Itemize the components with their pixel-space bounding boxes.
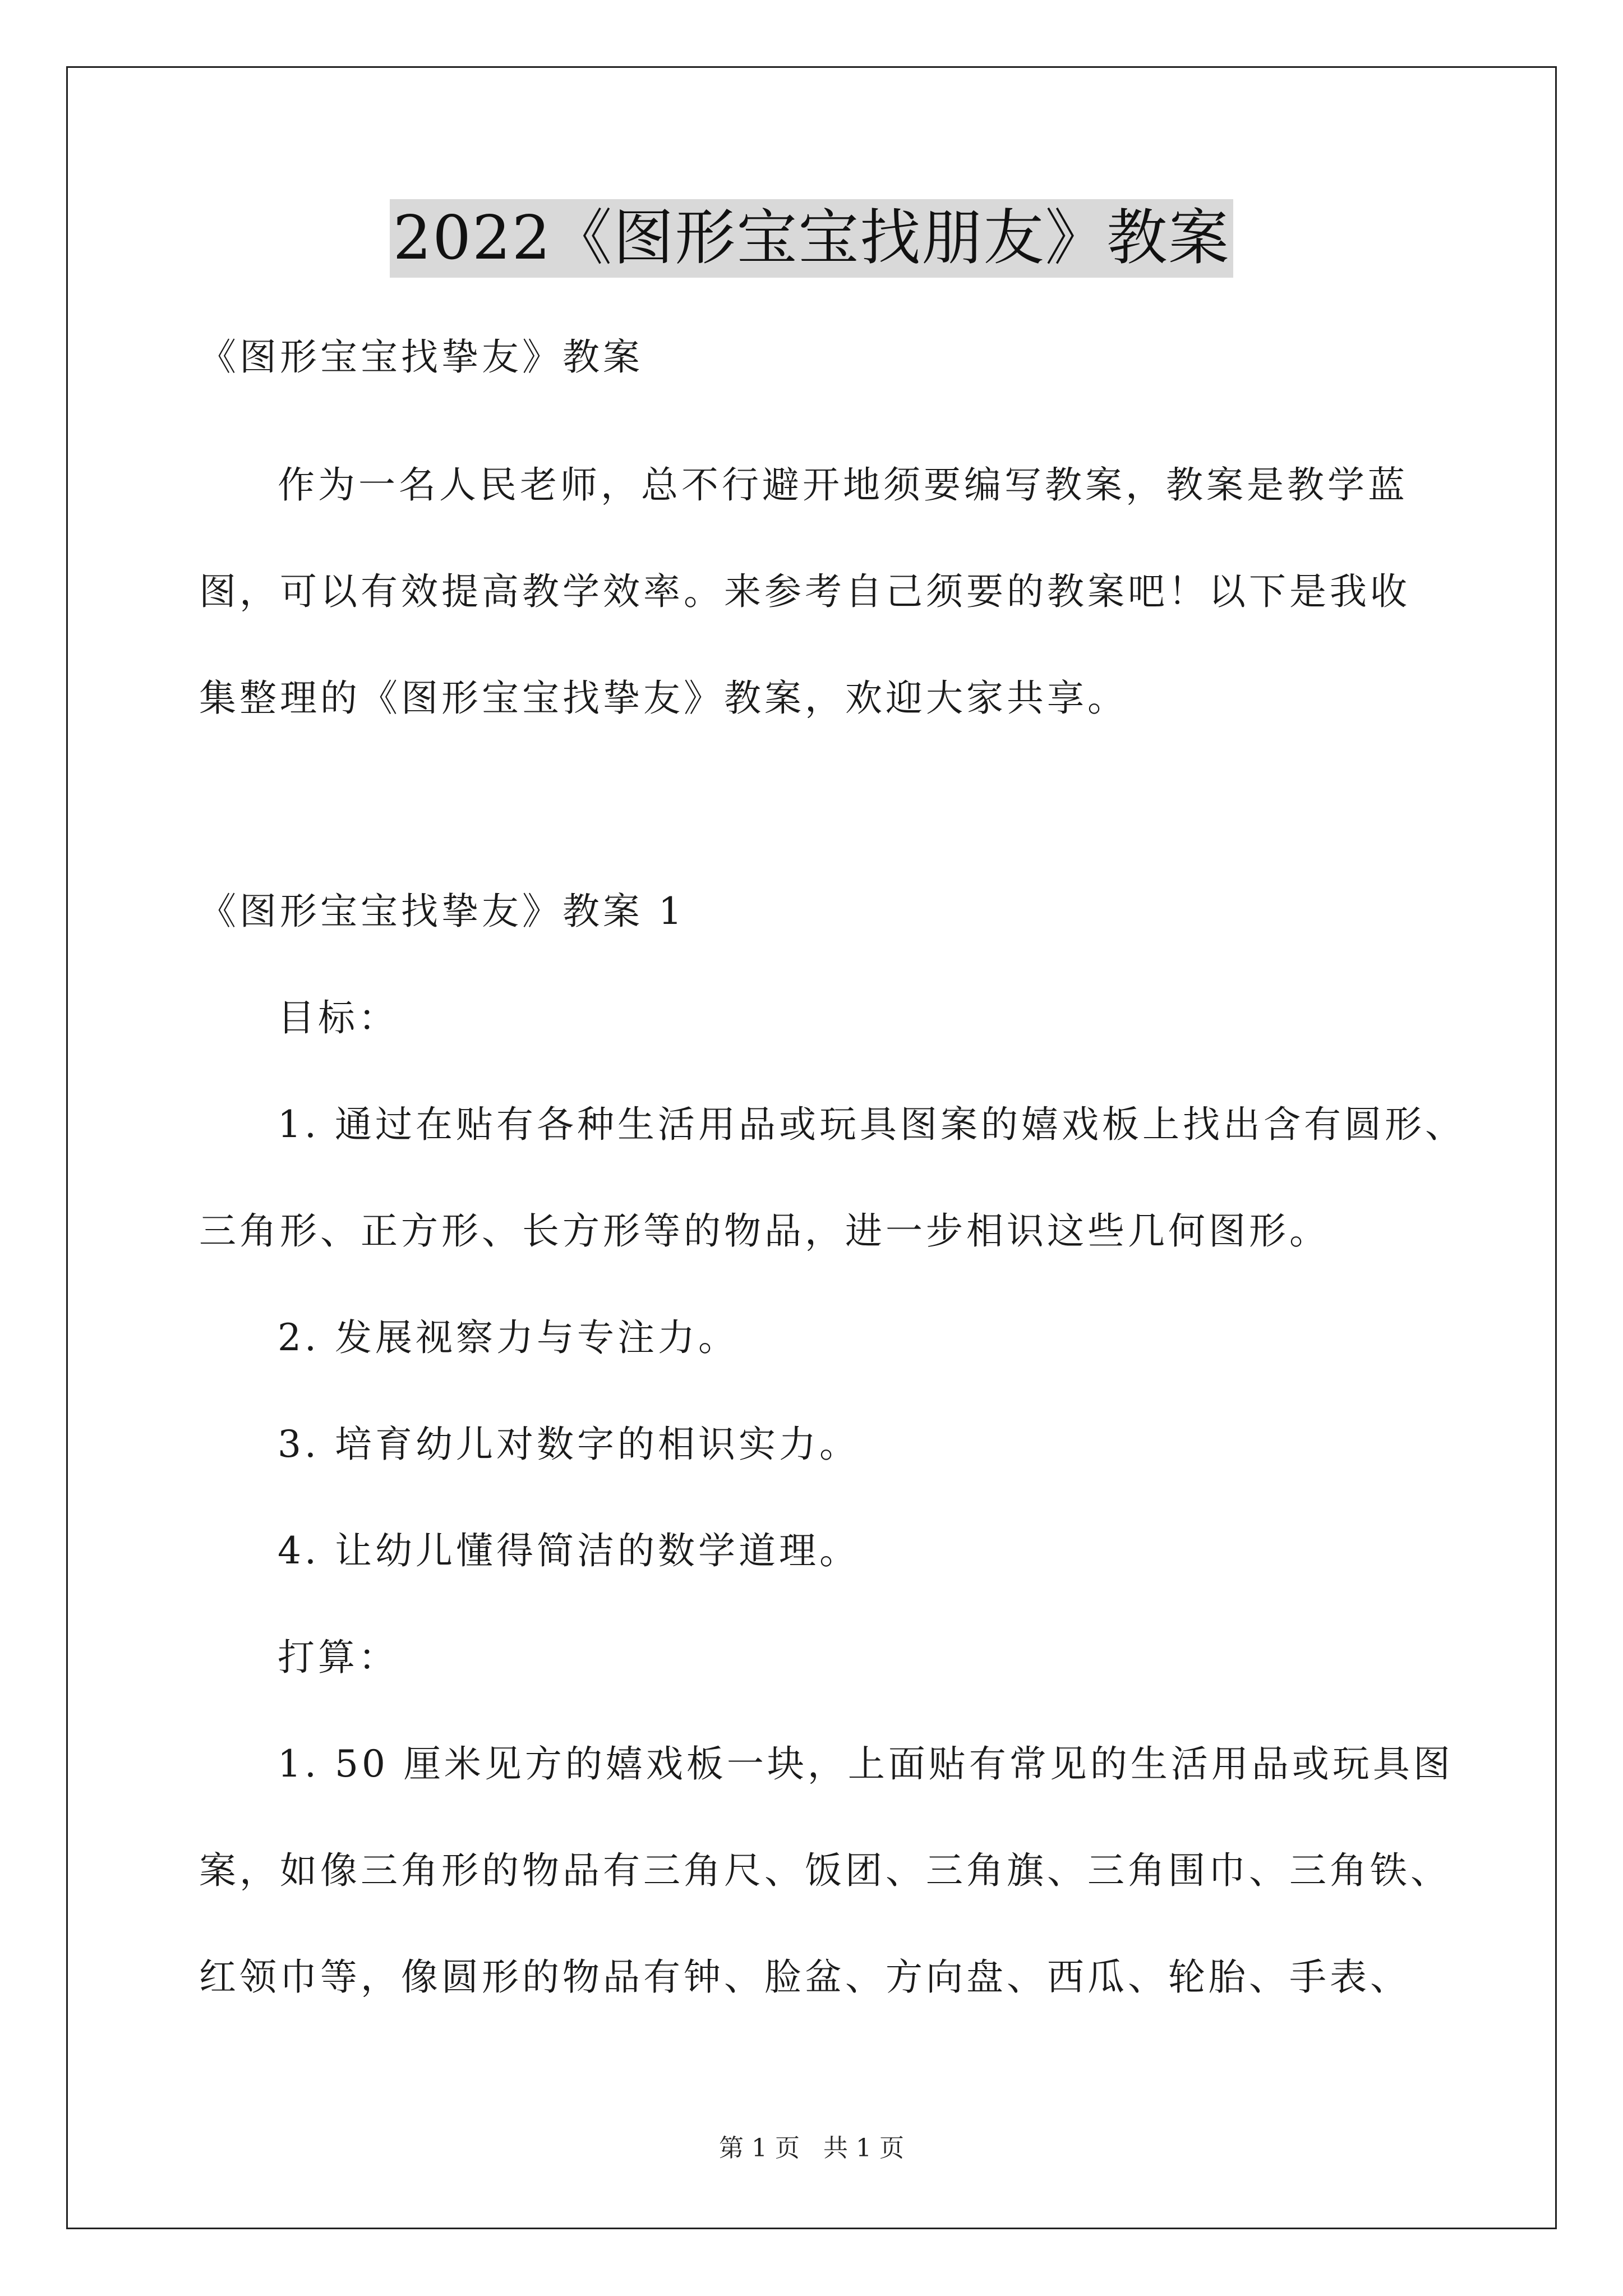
subtitle-line: 《图形宝宝找挚友》教案 <box>199 335 643 379</box>
page-number: 第 1 页 <box>719 2134 800 2162</box>
page-footer <box>0 2132 1623 2165</box>
paragraph-line: 4. 让幼儿懂得简洁的数学道理。 <box>278 1529 860 1572</box>
title-container <box>0 199 1623 278</box>
paragraph-line: 三角形、正方形、长方形等的物品，进一步相识这些几何图形。 <box>199 1209 1330 1253</box>
paragraph-line: 案，如像三角形的物品有三角尺、饭团、三角旗、三角围巾、三角铁、 <box>199 1849 1451 1892</box>
paragraph-line: 3. 培育幼儿对数字的相识实力。 <box>278 1423 860 1466</box>
paragraph-line: 作为一名人民老师，总不行避开地须要编写教案，教案是教学蓝 <box>278 463 1408 507</box>
subheading-goal: 目标： <box>278 996 399 1039</box>
paragraph-line: 集整理的《图形宝宝找挚友》教案，欢迎大家共享。 <box>199 677 1128 720</box>
paragraph-line: 1. 通过在贴有各种生活用品或玩具图案的嬉戏板上找出含有圆形、 <box>278 1103 1465 1146</box>
paragraph-line: 1. 50 厘米见方的嬉戏板一块，上面贴有常见的生活用品或玩具图 <box>278 1742 1454 1786</box>
page-total: 共 1 页 <box>823 2134 904 2162</box>
paragraph-line: 2. 发展视察力与专注力。 <box>278 1316 739 1359</box>
section-heading: 《图形宝宝找挚友》教案 1 <box>199 890 685 933</box>
document-title: 2022《图形宝宝找朋友》教案 <box>390 199 1234 278</box>
paragraph-line: 红领巾等，像圆形的物品有钟、脸盆、方向盘、西瓜、轮胎、手表、 <box>199 1955 1410 1999</box>
subheading-prep: 打算： <box>278 1636 399 1679</box>
paragraph-line: 图，可以有效提高教学效率。来参考自己须要的教案吧！以下是我收 <box>199 570 1410 613</box>
